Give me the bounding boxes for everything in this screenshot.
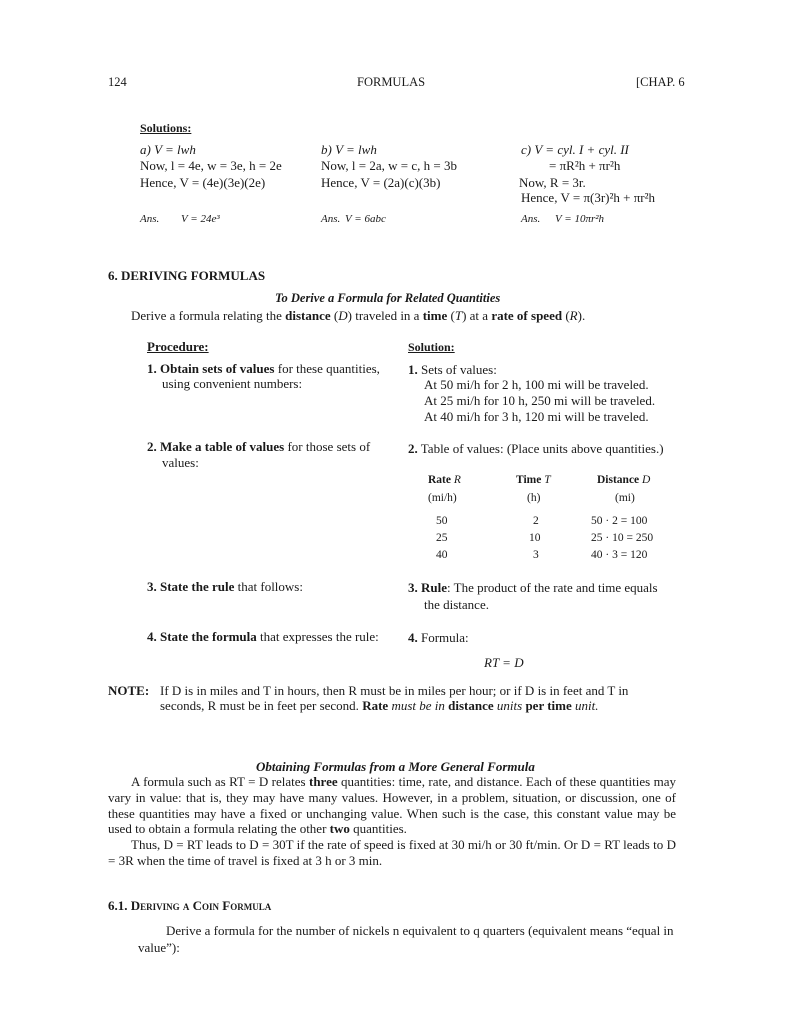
section-6-subheading: To Derive a Formula for Related Quantities (275, 291, 501, 305)
chapter-label: [CHAP. 6 (636, 75, 685, 89)
general-paragraph-2: Thus, D = RT leads to D = 30T if the rate of speed is fixed at 30 mi/h or 30 ft/min. Or D = RT leads to D = 3R when the time of travel is fixed at 3 h or 3 min. (108, 837, 676, 868)
table-cell: 3 (533, 549, 539, 561)
note-label: NOTE: (108, 683, 150, 698)
table-header-distance: Distance D (597, 474, 651, 486)
note-line2: seconds, R must be in feet per second. Rate must be in distance units per time unit. (160, 698, 599, 713)
step-3-solution-line2: the distance. (424, 597, 489, 612)
section-6-intro: Derive a formula relating the distance (D) traveled in a time (T) at a rate of speed (R). (131, 308, 586, 323)
step-3-text: 3. State the rule that follows: (147, 579, 303, 594)
solution-b-answer: V = 6abc (345, 213, 386, 225)
table-cell: 2 (533, 515, 539, 527)
solution-c-line1: c) V = cyl. I + cyl. II (521, 142, 629, 157)
table-header-rate: Rate R (428, 474, 461, 486)
step-3-solution-line1: 3. Rule: The product of the rate and time equals (408, 580, 658, 595)
step-1-solution-line3: At 25 mi/h for 10 h, 250 mi will be traveled. (424, 393, 656, 408)
section-6-1-text: Derive a formula for the number of nickels n equivalent to q quarters (equivalent means “equal in value”): (138, 923, 674, 955)
solution-b-line3: Hence, V = (2a)(c)(3b) (321, 175, 441, 190)
table-header-time: Time T (516, 474, 551, 486)
general-formula-heading: Obtaining Formulas from a More General Formula (256, 759, 535, 774)
table-cell: 25 (436, 532, 448, 544)
solution-a-answer: V = 24e³ (181, 213, 220, 225)
step-2-solution-line1: 2. Table of values: (Place units above quantities.) (408, 441, 664, 456)
solution-c-line3: Now, R = 3r. (519, 175, 586, 190)
procedure-heading: Procedure: (147, 339, 209, 354)
step-1-text-line2: using convenient numbers: (162, 376, 303, 391)
solution-b-line1: b) V = lwh (321, 142, 377, 157)
note-line1: If D is in miles and T in hours, then R must be in miles per hour; or if D is in feet and T in (160, 683, 629, 698)
solution-c-ans-label: Ans. (521, 213, 541, 225)
table-cell: 10 (529, 532, 541, 544)
solution-b-line2: Now, l = 2a, w = c, h = 3b (321, 158, 457, 173)
general-paragraph-1: A formula such as RT = D relates three quantities: time, rate, and distance. Each of these quantities may vary in value: that is, they may have many values. However, in a problem, situation, or discussion, one of these quantities may have a fixed or unchanging value. When such is the case, this constant value may be used to obtain a formula relating the other two quantities. (108, 774, 677, 837)
page-number: 124 (108, 75, 127, 89)
step-2-text: 2. Make a table of values for those sets of (147, 439, 371, 454)
step-4-solution-line1: 4. Formula: (408, 630, 469, 645)
solution-c-answer: V = 10πr²h (555, 213, 605, 225)
solution-a-line3: Hence, V = (4e)(3e)(2e) (140, 175, 266, 190)
solution-a-line2: Now, l = 4e, w = 3e, h = 2e (140, 158, 282, 173)
solution-c-line4: Hence, V = π(3r)²h + πr²h (521, 190, 656, 205)
formula-rt-d: RT = D (484, 655, 524, 670)
table-cell: 40 · 3 = 120 (591, 549, 648, 561)
step-1-text: 1. Obtain sets of values for these quantities, (147, 361, 380, 376)
step-1-solution-line1: 1. Sets of values: (408, 362, 497, 377)
table-cell: 50 (436, 515, 448, 527)
table-unit-time: (h) (527, 492, 541, 504)
running-title: FORMULAS (357, 75, 426, 89)
solutions-heading: Solutions: (140, 121, 192, 135)
solution-b-ans-label: Ans. (321, 213, 341, 225)
table-cell: 40 (436, 549, 448, 561)
step-2-text-line2: values: (162, 455, 199, 470)
table-unit-distance: (mi) (615, 492, 635, 504)
solution-heading: Solution: (408, 340, 455, 354)
section-6-heading: 6. DERIVING FORMULAS (108, 268, 266, 283)
section-6-1-heading: 6.1. Deriving a Coin Formula (108, 898, 272, 913)
step-1-solution-line4: At 40 mi/h for 3 h, 120 mi will be traveled. (424, 409, 649, 424)
step-4-text: 4. State the formula that expresses the rule: (147, 629, 379, 644)
table-cell: 50 · 2 = 100 (591, 515, 648, 527)
step-1-solution-line2: At 50 mi/h for 2 h, 100 mi will be traveled. (424, 377, 649, 392)
solution-a-line1: a) V = lwh (140, 142, 196, 157)
table-cell: 25 · 10 = 250 (591, 532, 654, 544)
solution-c-line2: = πR²h + πr²h (549, 158, 621, 173)
table-unit-rate: (mi/h) (428, 492, 457, 504)
solution-a-ans-label: Ans. (140, 213, 160, 225)
